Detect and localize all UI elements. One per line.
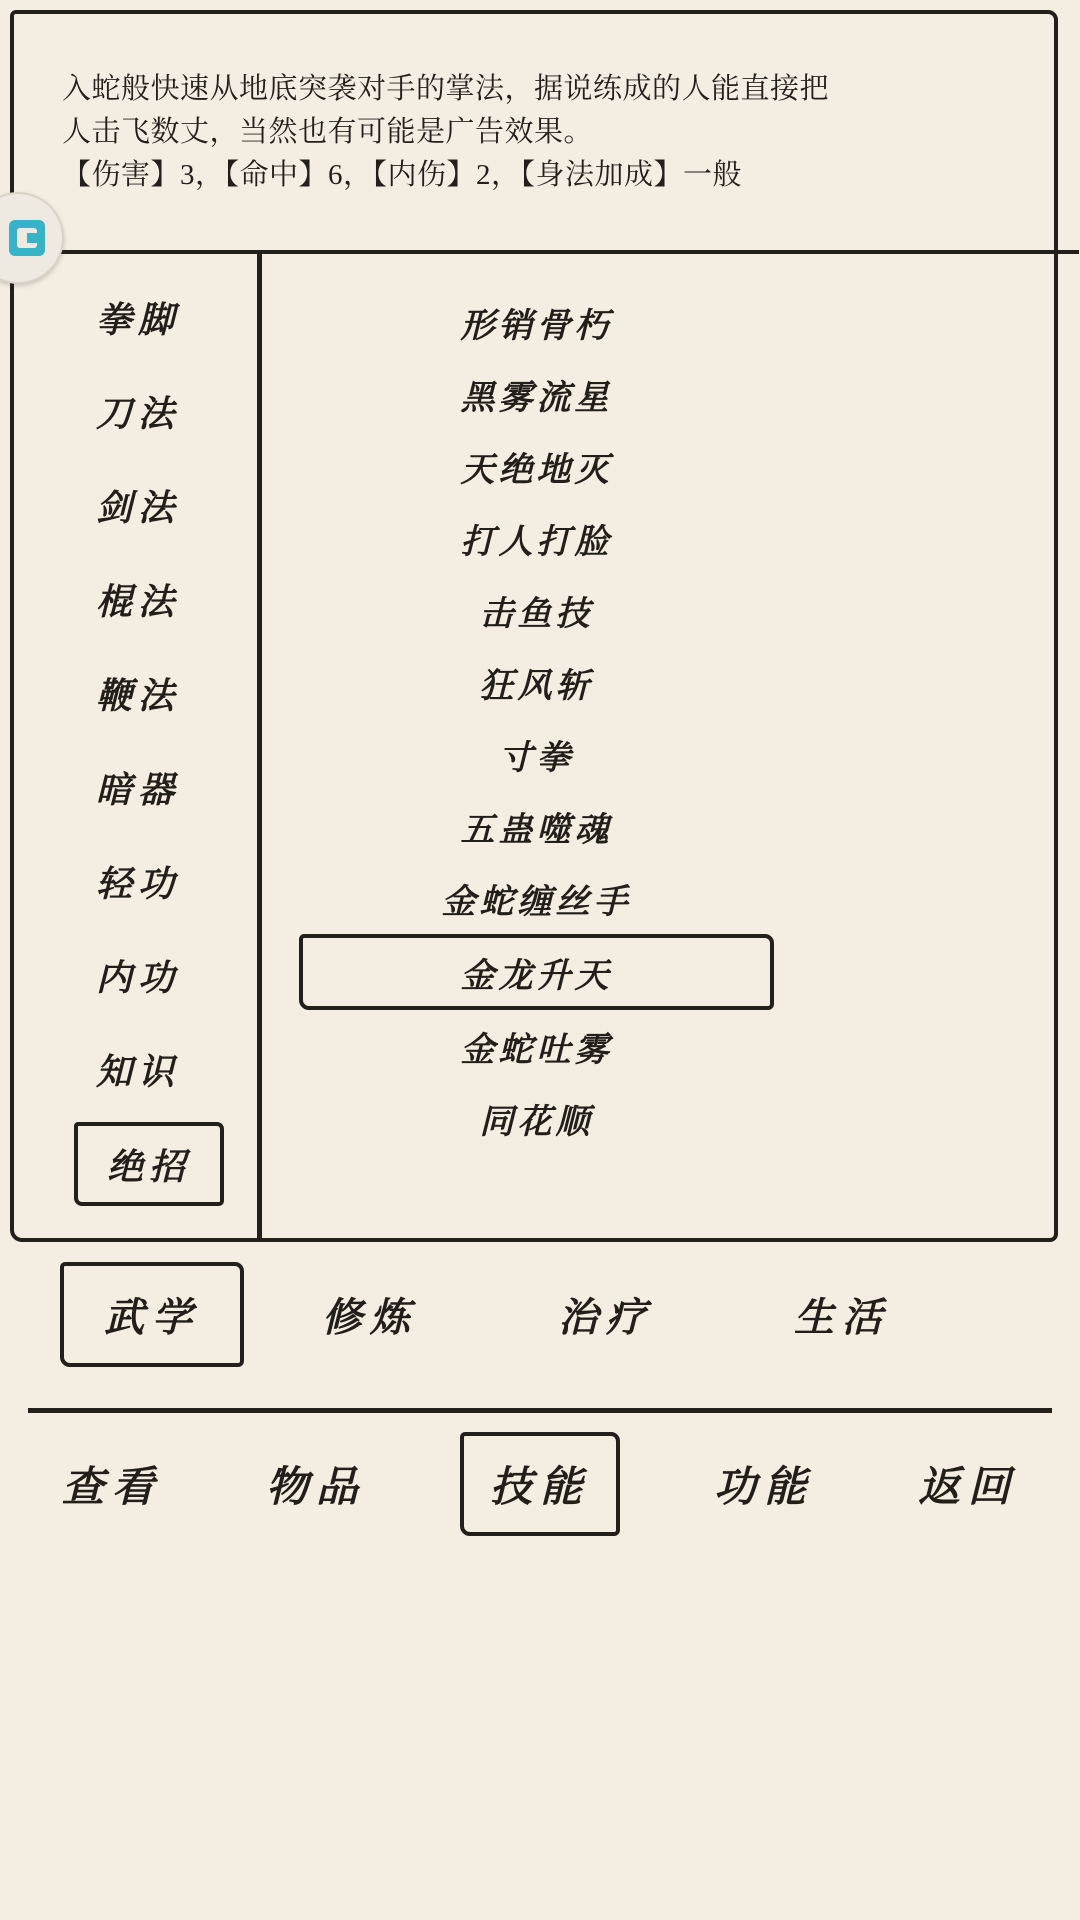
category-label: 棍法 bbox=[96, 581, 181, 622]
skill-item[interactable] bbox=[299, 1010, 774, 1082]
skill-label: 天绝地灭 bbox=[460, 451, 613, 489]
skill-item[interactable] bbox=[299, 718, 774, 790]
skill-list bbox=[299, 286, 774, 1154]
category-label: 知识 bbox=[96, 1051, 181, 1092]
divider-vertical bbox=[257, 254, 262, 1239]
skill-label: 狂风斩 bbox=[479, 667, 594, 705]
tab-label: 治疗 bbox=[558, 1295, 654, 1340]
category-list bbox=[74, 270, 264, 1206]
category-label: 拳脚 bbox=[96, 299, 181, 340]
skill-label: 金蛇缠丝手 bbox=[441, 883, 632, 921]
content-panel bbox=[10, 10, 1058, 1242]
category-item-qinggong[interactable] bbox=[74, 834, 264, 928]
category-label: 绝招 bbox=[106, 1146, 191, 1187]
skill-item[interactable] bbox=[299, 790, 774, 862]
skill-label: 五蛊噬魂 bbox=[460, 811, 613, 849]
category-label: 暗器 bbox=[96, 769, 181, 810]
description-stats-line: 【伤害】3，【命中】6，【内伤】2，【身法加成】一般 bbox=[62, 159, 743, 191]
tab-zhiliao[interactable] bbox=[524, 1270, 688, 1359]
divider-horizontal-top bbox=[24, 250, 1079, 254]
tab-label: 修炼 bbox=[322, 1295, 418, 1340]
category-item-bianfa[interactable] bbox=[74, 646, 264, 740]
category-label: 轻功 bbox=[96, 863, 181, 904]
skill-item-selected[interactable] bbox=[299, 934, 774, 1010]
skill-label: 金蛇吐雾 bbox=[460, 1031, 613, 1069]
tab-shenghuo[interactable] bbox=[760, 1270, 924, 1359]
nav-item-fanhui[interactable] bbox=[908, 1440, 1028, 1528]
divider-horizontal-bottom bbox=[28, 1408, 1052, 1413]
skill-label: 寸拳 bbox=[498, 739, 575, 777]
description-line-2: 人击飞数丈，当然也有可能是广告效果。 bbox=[62, 116, 594, 148]
skill-item[interactable] bbox=[299, 646, 774, 718]
skill-label: 打人打脸 bbox=[460, 523, 613, 561]
bottom-nav-bar bbox=[52, 1432, 1028, 1536]
nav-item-gongneng[interactable] bbox=[704, 1440, 824, 1528]
category-item-neigong[interactable] bbox=[74, 928, 264, 1022]
skill-label: 同花顺 bbox=[479, 1103, 594, 1141]
tab-wuxue[interactable] bbox=[60, 1262, 244, 1367]
tab-bar bbox=[60, 1262, 1020, 1367]
category-item-juezhao[interactable] bbox=[74, 1122, 224, 1206]
skill-label: 形销骨朽 bbox=[460, 307, 613, 345]
category-label: 内功 bbox=[96, 957, 181, 998]
nav-label: 查看 bbox=[62, 1465, 163, 1511]
category-item-zhishi[interactable] bbox=[74, 1022, 264, 1116]
category-label: 剑法 bbox=[96, 487, 181, 528]
nav-label: 返回 bbox=[917, 1465, 1018, 1511]
skill-item[interactable] bbox=[299, 430, 774, 502]
nav-label: 物品 bbox=[265, 1465, 366, 1511]
skill-item[interactable] bbox=[299, 1082, 774, 1154]
nav-item-chakan[interactable] bbox=[52, 1440, 172, 1528]
skill-label: 黑雾流星 bbox=[460, 379, 613, 417]
category-label: 鞭法 bbox=[96, 675, 181, 716]
category-label: 刀法 bbox=[96, 393, 181, 434]
category-item-anqi[interactable] bbox=[74, 740, 264, 834]
nav-label: 技能 bbox=[489, 1465, 590, 1511]
assistive-touch-glyph bbox=[9, 220, 45, 256]
skill-description bbox=[62, 68, 1022, 197]
category-item-quanjiao[interactable] bbox=[74, 270, 264, 364]
nav-label: 功能 bbox=[713, 1465, 814, 1511]
skill-item[interactable] bbox=[299, 574, 774, 646]
nav-item-wupin[interactable] bbox=[256, 1440, 376, 1528]
skill-item[interactable] bbox=[299, 286, 774, 358]
description-line-1: 入蛇般快速从地底突袭对手的掌法，据说练成的人能直接把 bbox=[62, 73, 830, 105]
tab-xiulian[interactable] bbox=[288, 1270, 452, 1359]
category-item-daofa[interactable] bbox=[74, 364, 264, 458]
skill-label: 金龙升天 bbox=[460, 957, 613, 995]
skill-item[interactable] bbox=[299, 502, 774, 574]
category-item-gunfa[interactable] bbox=[74, 552, 264, 646]
skill-item[interactable] bbox=[299, 862, 774, 934]
category-item-jianfa[interactable] bbox=[74, 458, 264, 552]
skill-item[interactable] bbox=[299, 358, 774, 430]
skill-label: 击鱼技 bbox=[479, 595, 594, 633]
nav-item-jineng[interactable] bbox=[460, 1432, 620, 1536]
tab-label: 生活 bbox=[794, 1295, 890, 1340]
tab-label: 武学 bbox=[104, 1295, 200, 1340]
